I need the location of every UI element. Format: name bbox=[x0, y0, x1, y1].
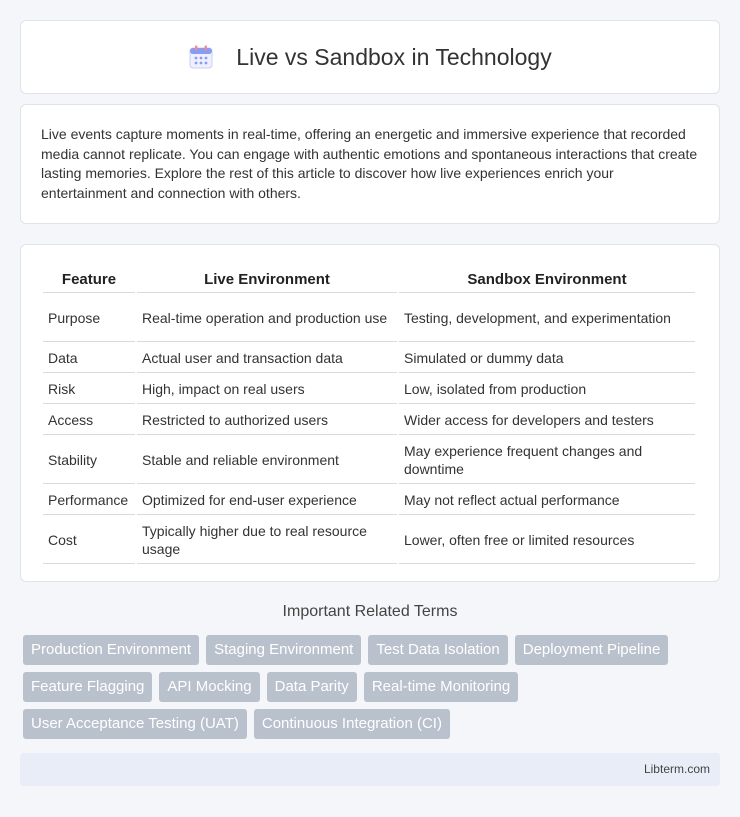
comparison-table bbox=[41, 265, 697, 566]
tag-real-time-monitoring[interactable]: Real-time Monitoring bbox=[364, 672, 518, 702]
table-row bbox=[43, 517, 695, 564]
tag-user-acceptance-testing[interactable]: User Acceptance Testing (UAT) bbox=[23, 709, 247, 739]
table-row bbox=[43, 375, 695, 404]
footer-site-link[interactable]: Libterm.com bbox=[643, 762, 710, 776]
table-row bbox=[43, 344, 695, 373]
intro-text: Live events capture moments in real-time, offering an energetic and immersive experience that recorded media cannot replicate. You can engage with authentic emotions and spontaneous interactions that create lasting memories. Explore the rest of this article to discover how live experiences enrich your entertainment and connection with others. bbox=[41, 126, 698, 201]
cell-live: Typically higher due to real resource usage bbox=[137, 517, 397, 564]
table-row bbox=[43, 295, 695, 342]
header-sandbox: Sandbox Environment bbox=[399, 267, 695, 293]
intro-card bbox=[20, 104, 720, 224]
tag-production-environment[interactable]: Production Environment bbox=[23, 635, 199, 665]
cell-feature: Risk bbox=[43, 375, 135, 404]
page-title: Live vs Sandbox in Technology bbox=[236, 43, 552, 70]
related-terms-heading: Important Related Terms bbox=[282, 603, 458, 620]
cell-live: Optimized for end-user experience bbox=[137, 486, 397, 515]
calendar-icon bbox=[188, 44, 214, 70]
title-card bbox=[20, 20, 720, 94]
cell-feature: Purpose bbox=[43, 295, 135, 342]
related-terms-list bbox=[23, 635, 723, 746]
tag-deployment-pipeline[interactable]: Deployment Pipeline bbox=[515, 635, 669, 665]
cell-live: Stable and reliable environment bbox=[137, 437, 397, 484]
tag-data-parity[interactable]: Data Parity bbox=[267, 672, 357, 702]
comparison-table-card bbox=[20, 244, 720, 582]
cell-feature: Stability bbox=[43, 437, 135, 484]
header-live: Live Environment bbox=[137, 267, 397, 293]
cell-sandbox: Testing, development, and experimentation bbox=[399, 295, 695, 342]
table-row bbox=[43, 406, 695, 435]
footer bbox=[20, 753, 720, 786]
table-row bbox=[43, 437, 695, 484]
cell-feature: Access bbox=[43, 406, 135, 435]
cell-feature: Data bbox=[43, 344, 135, 373]
cell-sandbox: Simulated or dummy data bbox=[399, 344, 695, 373]
cell-live: High, impact on real users bbox=[137, 375, 397, 404]
cell-feature: Cost bbox=[43, 517, 135, 564]
tag-test-data-isolation[interactable]: Test Data Isolation bbox=[368, 635, 507, 665]
tag-staging-environment[interactable]: Staging Environment bbox=[206, 635, 361, 665]
tag-feature-flagging[interactable]: Feature Flagging bbox=[23, 672, 152, 702]
tag-continuous-integration[interactable]: Continuous Integration (CI) bbox=[254, 709, 450, 739]
cell-sandbox: May experience frequent changes and downtime bbox=[399, 437, 695, 484]
cell-sandbox: May not reflect actual performance bbox=[399, 486, 695, 515]
tag-api-mocking[interactable]: API Mocking bbox=[159, 672, 259, 702]
cell-sandbox: Wider access for developers and testers bbox=[399, 406, 695, 435]
cell-sandbox: Lower, often free or limited resources bbox=[399, 517, 695, 564]
cell-feature: Performance bbox=[43, 486, 135, 515]
table-row bbox=[43, 486, 695, 515]
cell-live: Restricted to authorized users bbox=[137, 406, 397, 435]
header-feature: Feature bbox=[43, 267, 135, 293]
cell-live: Actual user and transaction data bbox=[137, 344, 397, 373]
cell-sandbox: Low, isolated from production bbox=[399, 375, 695, 404]
table-header-row bbox=[43, 267, 695, 293]
cell-live: Real-time operation and production use bbox=[137, 295, 397, 342]
